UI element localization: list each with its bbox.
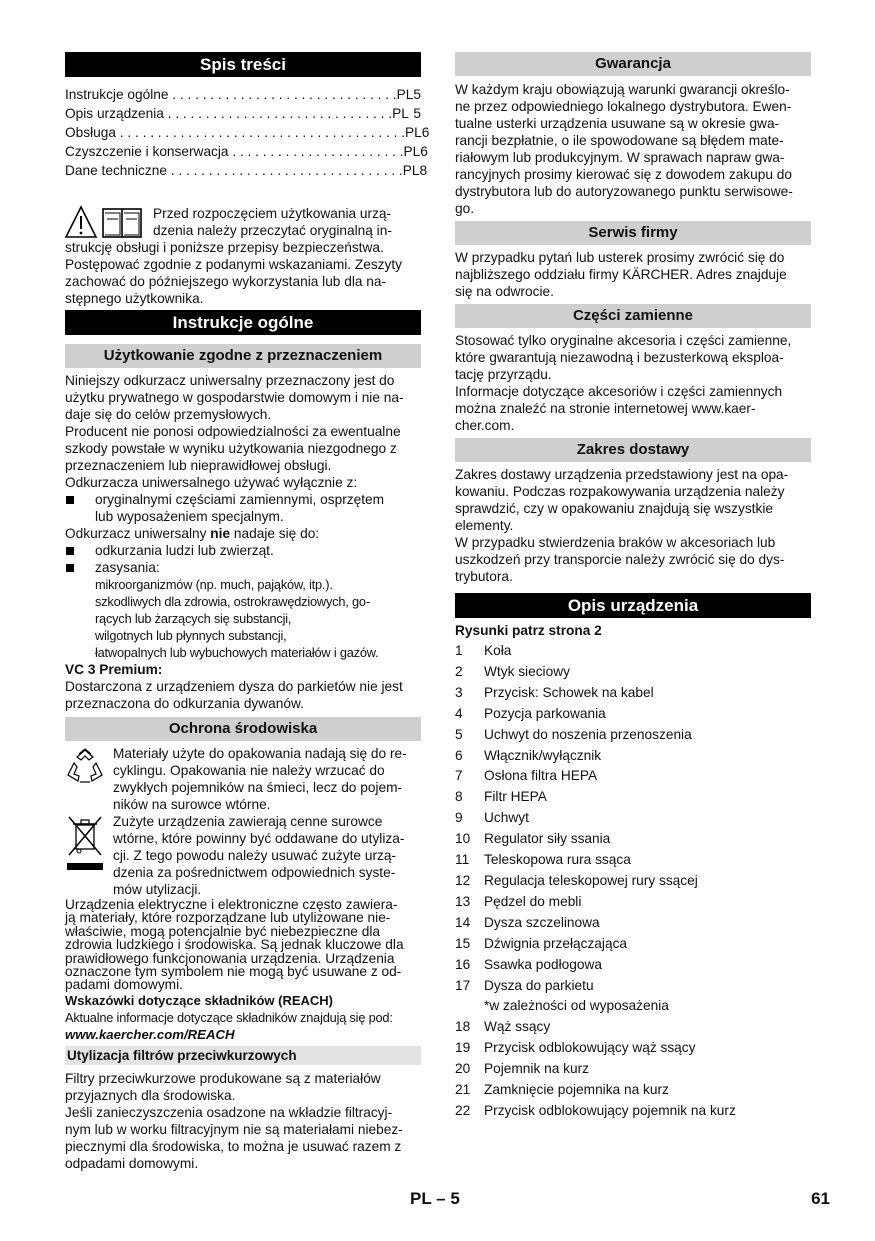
list-item [455, 850, 811, 871]
list-item [455, 808, 811, 829]
toc-entry[interactable] [65, 123, 430, 142]
toc-entry[interactable] [65, 161, 428, 180]
right-column [455, 52, 811, 1122]
list-item [455, 641, 811, 662]
footer-lang-page: PL – 5 [410, 1189, 460, 1208]
list-item-number: 4 [455, 705, 463, 721]
text-line: odpadami domowymi. [65, 1155, 199, 1171]
bullet-square-icon [65, 542, 95, 559]
text-line: właściwie, mogą potencjalnie być niebezpieczne dla [65, 923, 380, 939]
text-line: tualne usterki urządzenia usuwane są w okresie gwa- [455, 116, 780, 131]
list-item [455, 1080, 811, 1101]
text-line: dzenia za pośrednictwem odpowiednich syste- [113, 865, 396, 880]
vc3-label: VC 3 Premium: [65, 662, 163, 677]
toc-entry[interactable] [65, 104, 421, 123]
warranty-text [455, 81, 811, 217]
text-line: nym lub w worku filtracyjnym nie są materiałami niebez- [65, 1121, 403, 1137]
text-line: daje się do celów przemysłowych. [65, 407, 272, 422]
warning-line: strukcję obsługi i poniższe przepisy bezpieczeństwa. [65, 240, 384, 255]
suction-item: łatwopalnych lub wybuchowych materiałów i gazów. [95, 645, 379, 660]
text-line: dystrybutora lub do autoryzowanego punktu serwisowe- [455, 184, 793, 199]
text-line: rancyjnych prosimy kierować się z dowodem zakupu do [455, 167, 793, 182]
toc-entry-page: 6 [421, 125, 430, 140]
text-line: sprawdzić, czy w opakowaniu znajdują się wszystkie [455, 501, 773, 516]
list-item-number: 3 [455, 684, 463, 700]
left-column [65, 52, 430, 1172]
list-item-label: Pozycja parkowania [484, 705, 606, 721]
toc-entry-lang: PL [403, 144, 421, 159]
text-line: Zakres dostawy urządzenia przedstawiony jest na opa- [455, 467, 789, 482]
list-item-label: Regulacja teleskopowej rury ssącej [484, 872, 698, 888]
service-text [455, 249, 811, 300]
text-line: W przypadku pytań lub usterek prosimy zwrócić się do [455, 250, 785, 265]
filter-disposal-text [65, 1070, 421, 1172]
list-item-number: 22 [455, 1102, 471, 1118]
list-item-number: 9 [455, 810, 463, 826]
text-line: Jeśli zanieczyszczenia osadzone na wkładzie filtracyj- [65, 1104, 393, 1120]
text-line: najbliższego oddziału firmy KÄRCHER. Adres znajduje [455, 267, 787, 282]
delivery-heading: Zakres dostawy [455, 438, 811, 462]
list-item [455, 1101, 811, 1122]
warranty-heading: Gwarancja [455, 52, 811, 76]
parts-list [455, 641, 811, 1122]
list-item-number: 1 [455, 643, 463, 658]
list-item [455, 829, 811, 850]
text-line: Filtry przeciwkurzowe produkowane są z materiałów [65, 1070, 381, 1086]
list-item-label: Pędzel do mebli [484, 893, 582, 909]
list-item [455, 996, 811, 1017]
list-item-label: Koła [484, 643, 512, 658]
text-line: Stosować tylko oryginalne akcesoria i części zamienne, [455, 333, 792, 348]
list-item-label: Osłona filtra HEPA [484, 768, 598, 784]
text-line: Zużyte urządzenia zawierają cenne surowce [113, 814, 383, 829]
list-item [455, 934, 811, 955]
text-line: wtórne, które powinny być oddawane do utyliza- [113, 831, 405, 846]
toc-entry-title: Czyszczenie i konserwacja . . . . . . . . . . . . . . . . . . . . . . . [65, 144, 404, 159]
toc-entry-lang: PL [402, 163, 420, 178]
text-line: piecznymi dla środowiska, to można je usuwać razem z [65, 1138, 402, 1154]
general-heading: Instrukcje ogólne [65, 310, 421, 335]
list-item [455, 662, 811, 683]
toc-entry[interactable] [65, 85, 421, 104]
list-item [455, 871, 811, 892]
toc-entry-page: 8 [419, 163, 428, 178]
intended-use-text [65, 372, 421, 712]
list-item-number [455, 996, 484, 1017]
toc-entry-page: 5 [413, 87, 422, 102]
list-item-label: Dysza do parkietu [484, 977, 594, 993]
list-item-number: 14 [455, 914, 471, 930]
list-item-number: 17 [455, 977, 471, 993]
figures-reference: Rysunki patrz strona 2 [455, 623, 602, 638]
list-item-label: Przycisk odblokowujący pojemnik na kurz [484, 1102, 736, 1118]
list-item-label: Regulator siły ssania [484, 831, 611, 847]
reach-heading: Wskazówki dotyczące składników (REACH) [65, 992, 334, 1008]
recycling-block [65, 745, 421, 813]
text-line: które gwarantują niezawodną i bezusterkową eksploa- [455, 350, 784, 365]
not-suited-line: Odkurzacz uniwersalny nie nadaje się do: [65, 526, 320, 541]
text-line: cyklingu. Opakowania nie należy wrzucać do [113, 763, 385, 778]
footer-page-number: 61 [811, 1189, 830, 1208]
text-line: ne przez odpowiedniego lokalnego dystrybutora. Ewen- [455, 99, 792, 114]
text-line: elementy. [455, 518, 514, 533]
list-item [455, 746, 811, 767]
text-line: można znaleźć na stronie internetowej www.kaer- [455, 401, 756, 416]
toc-entry-title: Obsługa . . . . . . . . . . . . . . . . . . . . . . . . . . . . . . . . . . . . . . [65, 125, 405, 140]
text-line: prawidłowego funkcjonowania urządzenia. Urządzenia [65, 950, 395, 966]
warning-line: zachować do późniejszego wykorzystania lub dla na- [65, 274, 387, 289]
text-line: przeznaczona do odkurzania dywanów. [65, 696, 304, 711]
text-line: się na odwrocie. [455, 284, 554, 299]
warning-line: Postępować zgodnie z podanymi wskazaniami. Zeszyty [65, 257, 403, 272]
text-line: przeznaczeniem lub nieprawidłowej obsługi. [65, 458, 332, 473]
text-line: Niniejszy odkurzacz uniwersalny przeznaczony jest do [65, 373, 395, 388]
list-item [455, 766, 811, 787]
toc-entry-title: Instrukcje ogólne . . . . . . . . . . . . . . . . . . . . . . . . . . . . . . [65, 87, 397, 102]
text-line: rancji bezpłatnie, o ile spowodowane są błędem mate- [455, 133, 784, 148]
list-item-number: 5 [455, 726, 463, 742]
warning-triangle-icon [66, 207, 96, 237]
service-heading: Serwis firmy [455, 221, 811, 245]
bullet-item: oryginalnymi częściami zamiennymi, osprzętem lub wyposażeniem specjalnym. [65, 491, 421, 525]
list-item-number: 21 [455, 1082, 471, 1098]
list-item-number: 11 [455, 852, 470, 868]
list-item [455, 725, 811, 746]
list-item-number: 8 [455, 789, 463, 805]
intended-use-heading: Użytkowanie zgodne z przeznaczeniem [65, 344, 421, 368]
recycling-icon [65, 748, 105, 786]
suction-item: szkodliwych dla zdrowia, ostrokrawędziowych, go- [95, 594, 370, 609]
text-line: Odkurzacza uniwersalnego używać wyłącznie z: [65, 475, 358, 490]
list-item [455, 1059, 811, 1080]
text-line: tację przyrządu. [455, 367, 552, 382]
warning-line: Przed rozpoczęciem użytkowania urzą- [153, 206, 392, 221]
list-item-label: Przycisk: Schowek na kabel [484, 684, 654, 700]
list-item-label: Uchwyt [484, 810, 529, 826]
weee-block [65, 813, 421, 898]
text-line: Producent nie ponosi odpowiedzialności za ewentualne [65, 424, 401, 439]
bullet-square-icon [65, 559, 95, 576]
list-item-number: 19 [455, 1040, 471, 1056]
toc-entry-lang: PL [392, 106, 409, 121]
table-of-contents [65, 85, 430, 180]
text-line: użytku prywatnego w gospodarstwie domowym i nie na- [65, 390, 404, 405]
text-line: oznaczone tym symbolem nie mogą być usuwane z od- [65, 964, 402, 980]
list-item-label: Filtr HEPA [484, 789, 547, 805]
text-line: mów utylizacji. [113, 882, 202, 897]
list-item-label: Wąż ssący [484, 1019, 551, 1035]
list-item-label: Zamknięcie pojemnika na kurz [484, 1082, 669, 1098]
list-item-label: Dźwignia przełączająca [484, 935, 628, 951]
text-line: Urządzenia elektryczne i elektroniczne często zawiera- [65, 897, 398, 912]
list-item [455, 1038, 811, 1059]
bullet-item: odkurzania ludzi lub zwierząt. [65, 542, 421, 559]
warning-line: stępnego użytkownika. [65, 291, 204, 306]
manual-book-icon [103, 209, 141, 237]
list-item-label: Włącznik/wyłącznik [484, 747, 602, 763]
list-item-number: 20 [455, 1061, 471, 1077]
list-item-label: Ssawka podłogowa [484, 956, 602, 972]
spare-parts-text [455, 332, 811, 434]
list-item-number: 16 [455, 956, 471, 972]
text-line: uszkodzeń przy transporcie należy zwrócić się do dys- [455, 552, 785, 567]
text-line: przyjaznych dla środowiska. [65, 1087, 236, 1103]
toc-entry-title: Opis urządzenia . . . . . . . . . . . . . . . . . . . . . . . . . . . . . . [65, 106, 393, 121]
list-item [455, 683, 811, 704]
list-item [455, 976, 811, 997]
list-item-label: Przycisk odblokowujący wąż ssący [484, 1040, 696, 1056]
list-item [455, 1017, 811, 1038]
crossed-bin-icon [65, 813, 105, 873]
text-line: cher.com. [455, 418, 515, 433]
list-item [455, 787, 811, 808]
list-item-label: *w zależności od wyposażenia [484, 998, 669, 1014]
list-item-label: Pojemnik na kurz [484, 1061, 589, 1077]
toc-entry-page: 5 [413, 106, 421, 121]
list-item-number: 7 [455, 768, 463, 784]
text-line: ników na surowce wtórne. [113, 797, 271, 812]
text-line: W każdym kraju obowiązują warunki gwarancji określo- [455, 82, 790, 97]
text-line: padami domowymi. [65, 977, 183, 993]
suction-item: wilgotnych lub płynnych substancji, [95, 628, 287, 643]
list-item-number: 12 [455, 872, 471, 888]
suction-item: mikroorganizmów (np. much, pająków, itp.). [95, 577, 333, 592]
text-line: riałowym lub produkcyjnym. W sprawach napraw gwa- [455, 150, 785, 165]
toc-entry-page: 6 [420, 144, 428, 159]
toc-heading: Spis treści [65, 52, 421, 77]
bullet-square-icon [65, 491, 95, 525]
text-line: zwykłych pojemników na śmieci, lecz do pojem- [113, 780, 403, 795]
list-item-number: 10 [455, 831, 471, 847]
text-line: Materiały użyte do opakowania nadają się do re- [113, 746, 407, 761]
list-item [455, 892, 811, 913]
toc-entry-lang: PL [396, 87, 414, 102]
safety-warning [65, 205, 421, 307]
suction-item: rących lub żarzących się substancji, [95, 611, 292, 626]
text-line: zdrowia ludzkiego i środowiska. Są jednak kluczowe dla [65, 937, 404, 953]
text-line: cji. Z tego powodu należy usuwać zużyte urzą- [113, 848, 397, 863]
text-line: kowaniu. Podczas rozpakowywania urządzenia należy [455, 484, 785, 499]
environment-heading: Ochrona środowiska [65, 717, 421, 741]
list-item-number: 15 [455, 935, 471, 951]
list-item-label: Dysza szczelinowa [484, 914, 600, 930]
text-line: go. [455, 201, 475, 216]
toc-entry-title: Dane techniczne . . . . . . . . . . . . . . . . . . . . . . . . . . . . . . . [65, 163, 403, 178]
text-line: Dostarczona z urządzeniem dysza do parkietów nie jest [65, 679, 403, 694]
text-line: W przypadku stwierdzenia braków w akcesoriach lub [455, 535, 776, 550]
reach-text: Aktualne informacje dotyczące składników znajdują się pod: [65, 1009, 393, 1025]
spare-parts-heading: Części zamienne [455, 304, 811, 328]
list-item-number: 2 [455, 663, 463, 679]
delivery-text [455, 466, 811, 585]
device-description-heading: Opis urządzenia [455, 593, 811, 618]
filter-disposal-heading: Utylizacja filtrów przeciwkurzowych [65, 1046, 421, 1065]
toc-entry-lang: PL [405, 125, 422, 140]
text-line: Informacje dotyczące akcesoriów i części zamiennych [455, 384, 783, 399]
list-item [455, 913, 811, 934]
warning-icons [65, 205, 153, 241]
list-item-label: Teleskopowa rura ssąca [484, 852, 631, 868]
list-item [455, 955, 811, 976]
text-line: ją materiały, które rozporządzane lub utylizowane nie- [65, 910, 391, 926]
list-item-number: 13 [455, 893, 471, 909]
list-item-label: Wtyk sieciowy [484, 663, 570, 679]
list-item-number: 6 [455, 747, 463, 763]
text-line: szkody powstałe w wyniku użytkowania niezgodnego z [65, 441, 397, 456]
list-item-label: Uchwyt do noszenia przenoszenia [484, 726, 692, 742]
warning-line: dzenia należy przeczytać oryginalną in- [153, 223, 392, 238]
list-item [455, 704, 811, 725]
text-line: trybutora. [455, 569, 513, 584]
reach-link[interactable]: www.kaercher.com/REACH [65, 1026, 235, 1042]
electro-block [65, 898, 421, 992]
list-item-number: 18 [455, 1019, 471, 1035]
bullet-item: zasysania: [65, 559, 421, 576]
toc-entry[interactable] [65, 142, 428, 161]
